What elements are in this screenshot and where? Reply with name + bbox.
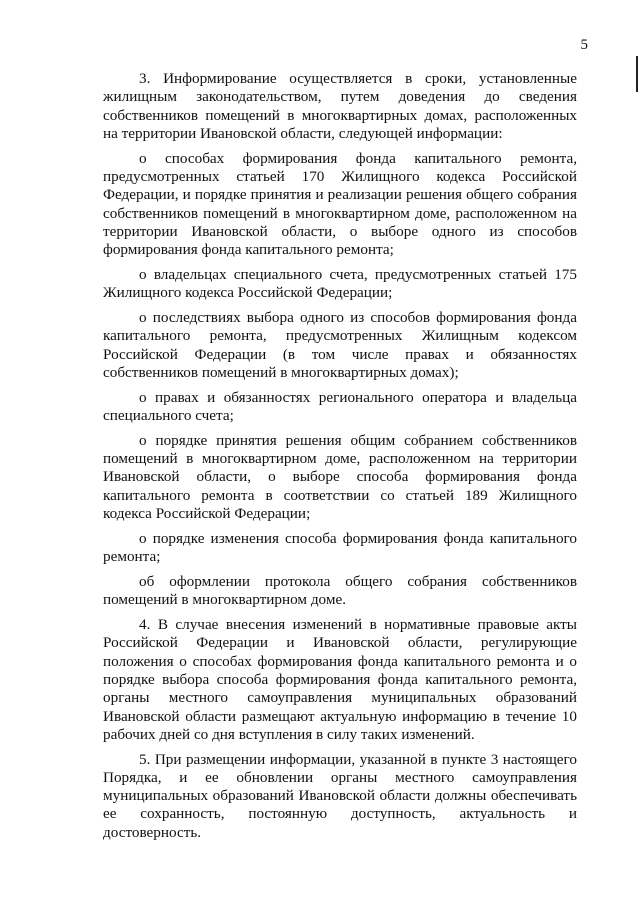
page-number: 5 [580,37,588,53]
paragraph-decision-procedure: о порядке принятия решения общим собранием собственников помещений в многоквартирном доме, расположенном на территории Ивановской области, о выборе способа формирования фонда капитального ремонта в соответствии со статьей 189 Жилищного кодекса Российской Федерации; [103,431,577,523]
scan-edge-mark [636,56,638,92]
paragraph-protocol: об оформлении протокола общего собрания собственников помещений в многоквартирном доме. [103,572,577,609]
paragraph-5: 5. При размещении информации, указанной в пункте 3 настоящего Порядка, и ее обновлении органы местного самоуправления муниципальных образований Ивановской области должны обеспечивать ее сохранность, постоянную доступность, актуальность и достоверность. [103,750,577,841]
document-body [103,70,577,849]
paragraph-4: 4. В случае внесения изменений в нормативные правовые акты Российской Федерации и Ивановской области, регулирующие положения о способах формирования фонда капитального ремонта и о порядке выбора способа формирования фонда капитального ремонта, органы местного самоуправления муниципальных образований Ивановской области размещают актуальную информацию в течение 10 рабочих дней со дня вступления в силу таких изменений. [103,616,577,743]
paragraph-rights-duties: о правах и обязанностях регионального оператора и владельца специального счета; [103,388,577,425]
paragraph-consequences: о последствиях выбора одного из способов формирования фонда капитального ремонта, предусмотренных Жилищным кодексом Российской Федерации (в том числе правах и обязанностях собственников помещений в многоквартирных домах); [103,309,577,381]
paragraph-change-procedure: о порядке изменения способа формирования фонда капитального ремонта; [103,529,577,566]
paragraph-funding-methods: о способах формирования фонда капитального ремонта, предусмотренных статьей 170 Жилищного кодекса Российской Федерации, и порядке принятия и реализации решения общего собрания собственников помещений в многоквартирном доме, расположенном на территории Ивановской области, о выборе одного из способов формирования фонда капитального ремонта; [103,149,577,259]
paragraph-special-account-owners: о владельцах специального счета, предусмотренных статьей 175 Жилищного кодекса Российской Федерации; [103,265,577,302]
paragraph-3-intro: 3. Информирование осуществляется в сроки, установленные жилищным законодательством, путем доведения до сведения собственников помещений в многоквартирных домах, расположенных на территории Ивановской области, следующей информации: [103,70,577,142]
